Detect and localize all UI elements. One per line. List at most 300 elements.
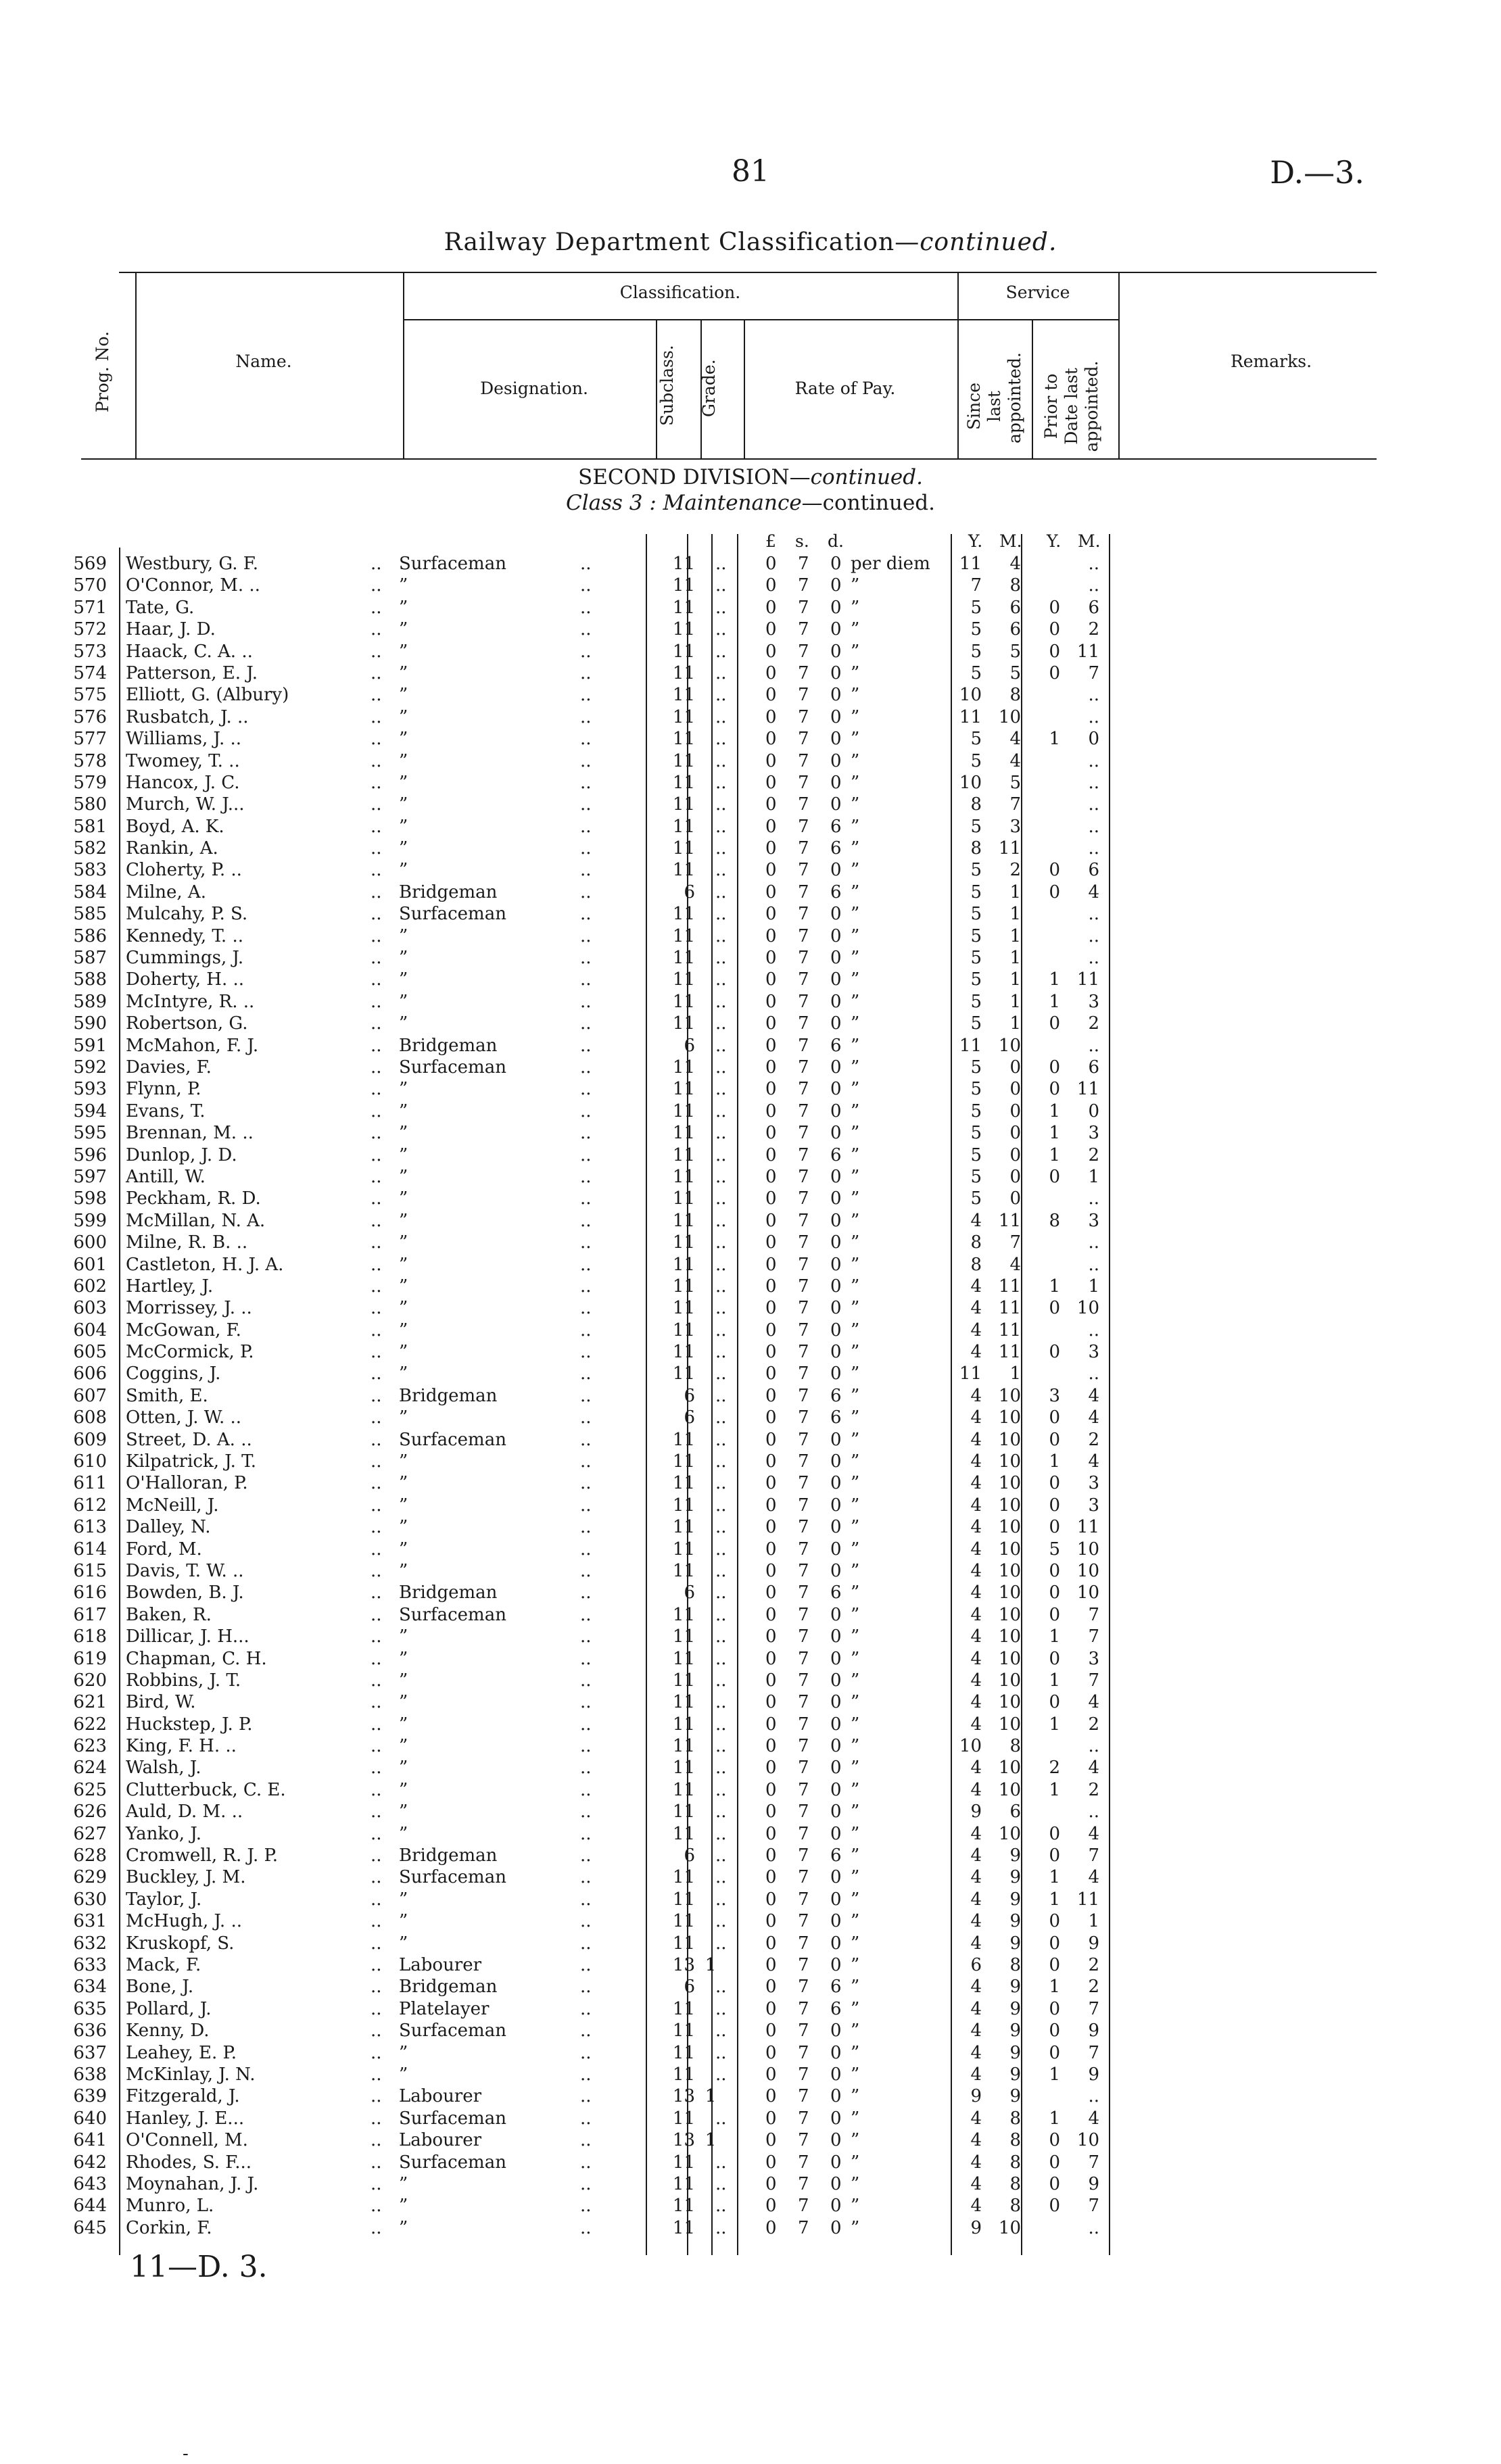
cell-since-years: 4 <box>970 2130 982 2151</box>
cell-rate-pence: 6 <box>830 838 842 859</box>
cell-since-years: 5 <box>970 860 982 881</box>
cell-name: Tate, G. <box>126 597 195 618</box>
cell-prior-months: 4 <box>1088 1758 1099 1779</box>
cell-subclass: 11 <box>672 1188 695 1209</box>
leader-dots: .. <box>580 706 592 727</box>
cell-prog-no: 638 <box>73 2064 107 2085</box>
table-row <box>0 1714 1501 1735</box>
cell-prior-months: 7 <box>1088 1670 1099 1691</box>
cell-subclass: 11 <box>672 1736 695 1757</box>
leader-dots: .. <box>580 1626 592 1647</box>
cell-since-months: 1 <box>1009 904 1021 925</box>
cell-prior-years: 0 <box>1049 1933 1060 1954</box>
cell-prior-months: .. <box>1088 1232 1099 1253</box>
cell-designation: ” <box>399 1758 408 1779</box>
cell-designation: ” <box>399 1473 408 1494</box>
cell-rate-pence: 0 <box>830 662 842 683</box>
cell-since-years: 9 <box>970 2086 982 2107</box>
cell-since-years: 10 <box>959 685 982 706</box>
cell-prior-months: 11 <box>1076 1889 1099 1910</box>
cell-rate-per: ” <box>851 1823 860 1844</box>
table-row <box>0 816 1501 838</box>
cell-name: Patterson, E. J. <box>126 662 258 683</box>
cell-rate-shillings: 7 <box>798 1539 809 1560</box>
cell-prog-no: 577 <box>73 729 107 750</box>
cell-rate-pence: 0 <box>830 1495 842 1516</box>
cell-prior-years: 0 <box>1049 1298 1060 1319</box>
cell-prog-no: 572 <box>73 619 107 640</box>
cell-rate-pence: 0 <box>830 772 842 793</box>
table-row <box>0 1495 1501 1516</box>
cell-rate-pence: 6 <box>830 1977 842 1998</box>
cell-since-months: 1 <box>1009 1013 1021 1034</box>
cell-rate-per: ” <box>851 1123 860 1144</box>
leader-dots: .. <box>371 2152 382 2173</box>
cell-rate-pence: 0 <box>830 1889 842 1910</box>
leader-dots: .. <box>715 1583 727 1603</box>
cell-grade: 1 <box>705 2086 717 2107</box>
table-row <box>0 1933 1501 1954</box>
cell-prog-no: 634 <box>73 1977 107 1998</box>
cell-rate-pounds: 0 <box>765 2021 777 2042</box>
header-classification: Classification. <box>619 283 741 302</box>
cell-since-months: 0 <box>1009 1123 1021 1144</box>
leader-dots: .. <box>715 1626 727 1647</box>
cell-prior-years: 0 <box>1049 1583 1060 1603</box>
cell-since-years: 10 <box>959 1736 982 1757</box>
cell-rate-shillings: 7 <box>798 641 809 662</box>
cell-rate-pounds: 0 <box>765 948 777 969</box>
cell-rate-shillings: 7 <box>798 1583 809 1603</box>
cell-rate-pounds: 0 <box>765 1057 777 1078</box>
cell-rate-pounds: 0 <box>765 1320 777 1340</box>
cell-name: O'Connor, M. .. <box>126 575 260 596</box>
cell-rate-per: ” <box>851 1845 860 1866</box>
leader-dots: .. <box>715 1867 727 1888</box>
cell-rate-pounds: 0 <box>765 1845 777 1866</box>
cell-prog-no: 607 <box>73 1385 107 1406</box>
leader-dots: .. <box>715 2173 727 2194</box>
cell-prior-years: 0 <box>1049 1473 1060 1494</box>
leader-dots: .. <box>371 1035 382 1056</box>
cell-designation: ” <box>399 1276 408 1297</box>
cell-rate-shillings: 7 <box>798 772 809 793</box>
cell-prog-no: 575 <box>73 685 107 706</box>
header-designation: Designation. <box>480 379 588 398</box>
leader-dots: .. <box>580 2196 592 2217</box>
cell-designation: Labourer <box>399 1955 482 1975</box>
cell-since-months: 4 <box>1009 750 1021 771</box>
cell-prior-months: .. <box>1088 948 1099 969</box>
cell-rate-pounds: 0 <box>765 1166 777 1187</box>
cell-name: Buckley, J. M. <box>126 1867 246 1888</box>
cell-rate-pounds: 0 <box>765 881 777 902</box>
cell-rate-pounds: 0 <box>765 2217 777 2238</box>
cell-rate-per: ” <box>851 772 860 793</box>
cell-name: Clutterbuck, C. E. <box>126 1779 286 1800</box>
cell-rate-shillings: 7 <box>798 1779 809 1800</box>
cell-since-months: 10 <box>998 1517 1021 1538</box>
leader-dots: .. <box>371 1320 382 1340</box>
cell-name: Davis, T. W. .. <box>126 1560 244 1581</box>
cell-name: Elliott, G. (Albury) <box>126 685 289 706</box>
header-grade: Grade. <box>699 359 719 417</box>
leader-dots: .. <box>580 838 592 859</box>
table-row <box>0 706 1501 728</box>
cell-prior-months: 4 <box>1088 1385 1099 1406</box>
cell-prog-no: 609 <box>73 1429 107 1450</box>
cell-rate-per: ” <box>851 1101 860 1121</box>
leader-dots: .. <box>715 1210 727 1231</box>
table-row <box>0 1779 1501 1801</box>
cell-prog-no: 613 <box>73 1517 107 1538</box>
cell-since-months: 10 <box>998 1407 1021 1428</box>
cell-prog-no: 630 <box>73 1889 107 1910</box>
cell-subclass: 11 <box>672 1539 695 1560</box>
cell-name: Cloherty, P. .. <box>126 860 242 881</box>
cell-rate-pounds: 0 <box>765 969 777 990</box>
cell-rate-pence: 6 <box>830 1998 842 2019</box>
cell-subclass: 13 <box>672 2130 695 2151</box>
cell-subclass: 11 <box>672 619 695 640</box>
cell-designation: ” <box>399 1232 408 1253</box>
cell-subclass: 11 <box>672 1779 695 1800</box>
table-row <box>0 1101 1501 1122</box>
cell-prior-years: 0 <box>1049 1079 1060 1100</box>
cell-since-months: 9 <box>1009 1933 1021 1954</box>
cell-designation: ” <box>399 2173 408 2194</box>
cell-since-months: 8 <box>1009 575 1021 596</box>
leader-dots: .. <box>371 1298 382 1319</box>
cell-rate-per: ” <box>851 1889 860 1910</box>
cell-rate-shillings: 7 <box>798 1210 809 1231</box>
cell-rate-pounds: 0 <box>765 2173 777 2194</box>
leader-dots: .. <box>580 729 592 750</box>
cell-prog-no: 579 <box>73 772 107 793</box>
cell-designation: ” <box>399 1363 408 1384</box>
leader-dots: .. <box>371 838 382 859</box>
cell-prior-years: 0 <box>1049 619 1060 640</box>
cell-prior-months: .. <box>1088 1188 1099 1209</box>
cell-prior-months: .. <box>1088 1254 1099 1275</box>
leader-dots: .. <box>715 1276 727 1297</box>
cell-prog-no: 600 <box>73 1232 107 1253</box>
cell-designation: ” <box>399 729 408 750</box>
cell-subclass: 11 <box>672 1473 695 1494</box>
cell-rate-per: ” <box>851 1977 860 1998</box>
cell-rate-shillings: 7 <box>798 1057 809 1078</box>
cell-rate-shillings: 7 <box>798 860 809 881</box>
cell-rate-per: ” <box>851 1604 860 1625</box>
cell-rate-pence: 0 <box>830 2152 842 2173</box>
cell-prior-months: 10 <box>1076 1298 1099 1319</box>
leader-dots: .. <box>371 1276 382 1297</box>
leader-dots: .. <box>580 641 592 662</box>
cell-rate-pounds: 0 <box>765 1758 777 1779</box>
cell-subclass: 11 <box>672 1342 695 1363</box>
cell-since-years: 4 <box>970 1823 982 1844</box>
cell-designation: ” <box>399 1495 408 1516</box>
cell-prior-months: 11 <box>1076 969 1099 990</box>
table-row <box>0 1341 1501 1363</box>
cell-since-years: 7 <box>970 575 982 596</box>
cell-subclass: 11 <box>672 1495 695 1516</box>
cell-prior-months: 1 <box>1088 1911 1099 1932</box>
cell-subclass: 11 <box>672 1079 695 1100</box>
cell-subclass: 11 <box>672 1429 695 1450</box>
cell-name: Dunlop, J. D. <box>126 1144 237 1165</box>
cell-since-months: 11 <box>998 1342 1021 1363</box>
cell-prior-months: 9 <box>1088 2064 1099 2085</box>
cell-subclass: 11 <box>672 1933 695 1954</box>
cell-rate-pence: 0 <box>830 969 842 990</box>
cell-rate-pounds: 0 <box>765 1144 777 1165</box>
leader-dots: .. <box>371 750 382 771</box>
table-row <box>0 1385 1501 1407</box>
leader-dots: .. <box>580 2217 592 2238</box>
cell-rate-pence: 0 <box>830 794 842 815</box>
leader-dots: .. <box>715 1407 727 1428</box>
cell-designation: ” <box>399 969 408 990</box>
leader-dots: .. <box>371 597 382 618</box>
cell-since-years: 5 <box>970 948 982 969</box>
leader-dots: .. <box>580 1867 592 1888</box>
leader-dots: .. <box>715 969 727 990</box>
cell-rate-pence: 6 <box>830 1385 842 1406</box>
cell-name: Milne, R. B. .. <box>126 1232 248 1253</box>
cell-prior-months: 7 <box>1088 1626 1099 1647</box>
table-row <box>0 1188 1501 1209</box>
table-row <box>0 1078 1501 1100</box>
cell-designation: Platelayer <box>399 1998 490 2019</box>
cell-prog-no: 570 <box>73 575 107 596</box>
cell-rate-per: ” <box>851 729 860 750</box>
leader-dots: .. <box>715 838 727 859</box>
cell-rate-pounds: 0 <box>765 925 777 946</box>
cell-prog-no: 626 <box>73 1802 107 1822</box>
cell-since-years: 4 <box>970 1604 982 1625</box>
table-row <box>0 1648 1501 1670</box>
leader-dots: .. <box>371 794 382 815</box>
cell-since-years: 5 <box>970 925 982 946</box>
cell-subclass: 11 <box>672 597 695 618</box>
cell-since-years: 5 <box>970 1101 982 1121</box>
cell-designation: ” <box>399 1342 408 1363</box>
cell-subclass: 11 <box>672 1889 695 1910</box>
unit-years: Y. <box>968 531 983 551</box>
leader-dots: .. <box>715 1298 727 1319</box>
cell-rate-pence: 0 <box>830 1188 842 1209</box>
leader-dots: .. <box>715 1823 727 1844</box>
table-row <box>0 597 1501 619</box>
cell-rate-pounds: 0 <box>765 1363 777 1384</box>
cell-rate-per: ” <box>851 1057 860 1078</box>
cell-prior-years: 3 <box>1049 1385 1060 1406</box>
table-row <box>0 1057 1501 1078</box>
cell-prog-no: 619 <box>73 1648 107 1669</box>
cell-rate-pence: 6 <box>830 1144 842 1165</box>
leader-dots: .. <box>580 1648 592 1669</box>
cell-prior-years: 1 <box>1049 1889 1060 1910</box>
cell-name: Munro, L. <box>126 2196 214 2217</box>
cell-name: Robertson, G. <box>126 1013 248 1034</box>
cell-rate-pounds: 0 <box>765 641 777 662</box>
table-row <box>0 794 1501 815</box>
classification-rule <box>403 319 957 320</box>
leader-dots: .. <box>580 881 592 902</box>
table-row <box>0 1297 1501 1319</box>
cell-designation: ” <box>399 2042 408 2063</box>
cell-name: Williams, J. .. <box>126 729 242 750</box>
cell-prog-no: 640 <box>73 2108 107 2129</box>
cell-designation: ” <box>399 706 408 727</box>
cell-since-months: 1 <box>1009 991 1021 1012</box>
cell-rate-per: ” <box>851 1363 860 1384</box>
leader-dots: .. <box>580 1692 592 1713</box>
cell-rate-pounds: 0 <box>765 2152 777 2173</box>
cell-since-months: 1 <box>1009 1363 1021 1384</box>
cell-since-years: 5 <box>970 1123 982 1144</box>
cell-prog-no: 595 <box>73 1123 107 1144</box>
cell-prior-months: .. <box>1088 925 1099 946</box>
cell-subclass: 11 <box>672 2042 695 2063</box>
cell-rate-shillings: 7 <box>798 838 809 859</box>
cell-rate-pounds: 0 <box>765 1539 777 1560</box>
cell-prog-no: 639 <box>73 2086 107 2107</box>
leader-dots: .. <box>371 1692 382 1713</box>
cell-prior-years: 0 <box>1049 1692 1060 1713</box>
leader-dots: .. <box>715 1692 727 1713</box>
table-row <box>0 1363 1501 1384</box>
cell-since-years: 4 <box>970 2152 982 2173</box>
cell-rate-shillings: 7 <box>798 750 809 771</box>
class-title <box>0 491 1501 515</box>
cell-prior-months: 10 <box>1076 1560 1099 1581</box>
cell-since-months: 9 <box>1009 1977 1021 1998</box>
leader-dots: .. <box>715 1560 727 1581</box>
cell-since-years: 4 <box>970 1320 982 1340</box>
col-rule-5 <box>744 319 745 460</box>
table-row <box>0 1320 1501 1341</box>
cell-rate-per: ” <box>851 641 860 662</box>
cell-rate-shillings: 7 <box>798 1626 809 1647</box>
leader-dots: .. <box>371 1977 382 1998</box>
leader-dots: .. <box>371 2217 382 2238</box>
table-row <box>0 1670 1501 1691</box>
cell-prog-no: 576 <box>73 706 107 727</box>
leader-dots: .. <box>580 860 592 881</box>
cell-name: Morrissey, J. .. <box>126 1298 252 1319</box>
table-row <box>0 2173 1501 2195</box>
cell-name: McIntyre, R. .. <box>126 991 255 1012</box>
cell-rate-pounds: 0 <box>765 1560 777 1581</box>
cell-rate-shillings: 7 <box>798 1342 809 1363</box>
cell-subclass: 11 <box>672 1998 695 2019</box>
cell-name: Doherty, H. .. <box>126 969 245 990</box>
cell-rate-pence: 0 <box>830 554 842 574</box>
cell-prog-no: 580 <box>73 794 107 815</box>
cell-rate-shillings: 7 <box>798 554 809 574</box>
cell-rate-shillings: 7 <box>798 925 809 946</box>
cell-rate-shillings: 7 <box>798 1560 809 1581</box>
cell-prior-months: 7 <box>1088 2042 1099 2063</box>
leader-dots: .. <box>371 904 382 925</box>
cell-prior-months: .. <box>1088 1320 1099 1340</box>
cell-prior-months: 3 <box>1088 991 1099 1012</box>
cell-since-months: 10 <box>998 1670 1021 1691</box>
header-bottom-rule <box>81 458 1377 460</box>
cell-rate-pounds: 0 <box>765 772 777 793</box>
cell-prog-no: 587 <box>73 948 107 969</box>
service-rule <box>957 319 1118 320</box>
leader-dots: .. <box>715 1363 727 1384</box>
cell-since-months: 7 <box>1009 794 1021 815</box>
leader-dots: .. <box>580 1385 592 1406</box>
cell-rate-shillings: 7 <box>798 1823 809 1844</box>
cell-designation: ” <box>399 1539 408 1560</box>
cell-rate-per: ” <box>851 1670 860 1691</box>
cell-since-months: 9 <box>1009 2064 1021 2085</box>
cell-prior-years: 0 <box>1049 881 1060 902</box>
cell-rate-pounds: 0 <box>765 1933 777 1954</box>
table-row <box>0 1998 1501 2020</box>
cell-designation: ” <box>399 1210 408 1231</box>
table-row <box>0 925 1501 947</box>
table-row <box>0 1735 1501 1757</box>
cell-since-months: 0 <box>1009 1144 1021 1165</box>
cell-rate-pounds: 0 <box>765 1692 777 1713</box>
cell-prior-years: 0 <box>1049 1955 1060 1975</box>
cell-prior-years: 2 <box>1049 1758 1060 1779</box>
cell-since-months: 0 <box>1009 1166 1021 1187</box>
cell-prior-years: 0 <box>1049 2196 1060 2217</box>
cell-prior-months: 6 <box>1088 597 1099 618</box>
cell-name: Flynn, P. <box>126 1079 201 1100</box>
cell-rate-pounds: 0 <box>765 1101 777 1121</box>
leader-dots: .. <box>715 641 727 662</box>
leader-dots: .. <box>715 575 727 596</box>
cell-designation: ” <box>399 2064 408 2085</box>
cell-prior-months: 7 <box>1088 1845 1099 1866</box>
cell-rate-shillings: 7 <box>798 1013 809 1034</box>
leader-dots: .. <box>715 729 727 750</box>
table-row <box>0 1122 1501 1144</box>
cell-rate-pounds: 0 <box>765 1079 777 1100</box>
leader-dots: .. <box>371 2196 382 2217</box>
cell-rate-shillings: 7 <box>798 904 809 925</box>
cell-prog-no: 610 <box>73 1451 107 1472</box>
cell-prior-months: .. <box>1088 575 1099 596</box>
leader-dots: .. <box>580 1714 592 1735</box>
cell-rate-pence: 0 <box>830 1276 842 1297</box>
table-row <box>0 1232 1501 1253</box>
table-row <box>0 772 1501 794</box>
table-row <box>0 1276 1501 1297</box>
cell-since-years: 5 <box>970 662 982 683</box>
cell-rate-pounds: 0 <box>765 1451 777 1472</box>
cell-name: Yanko, J. <box>126 1823 201 1844</box>
header-since-last-appointed-text: Since last appointed. <box>964 352 1024 443</box>
leader-dots: .. <box>580 1560 592 1581</box>
table-row <box>0 1604 1501 1626</box>
cell-since-months: 4 <box>1009 554 1021 574</box>
cell-rate-pounds: 0 <box>765 860 777 881</box>
cell-rate-per: ” <box>851 1144 860 1165</box>
cell-rate-shillings: 7 <box>798 619 809 640</box>
cell-since-years: 4 <box>970 2064 982 2085</box>
cell-rate-pounds: 0 <box>765 1626 777 1647</box>
cell-rate-per: ” <box>851 2086 860 2107</box>
